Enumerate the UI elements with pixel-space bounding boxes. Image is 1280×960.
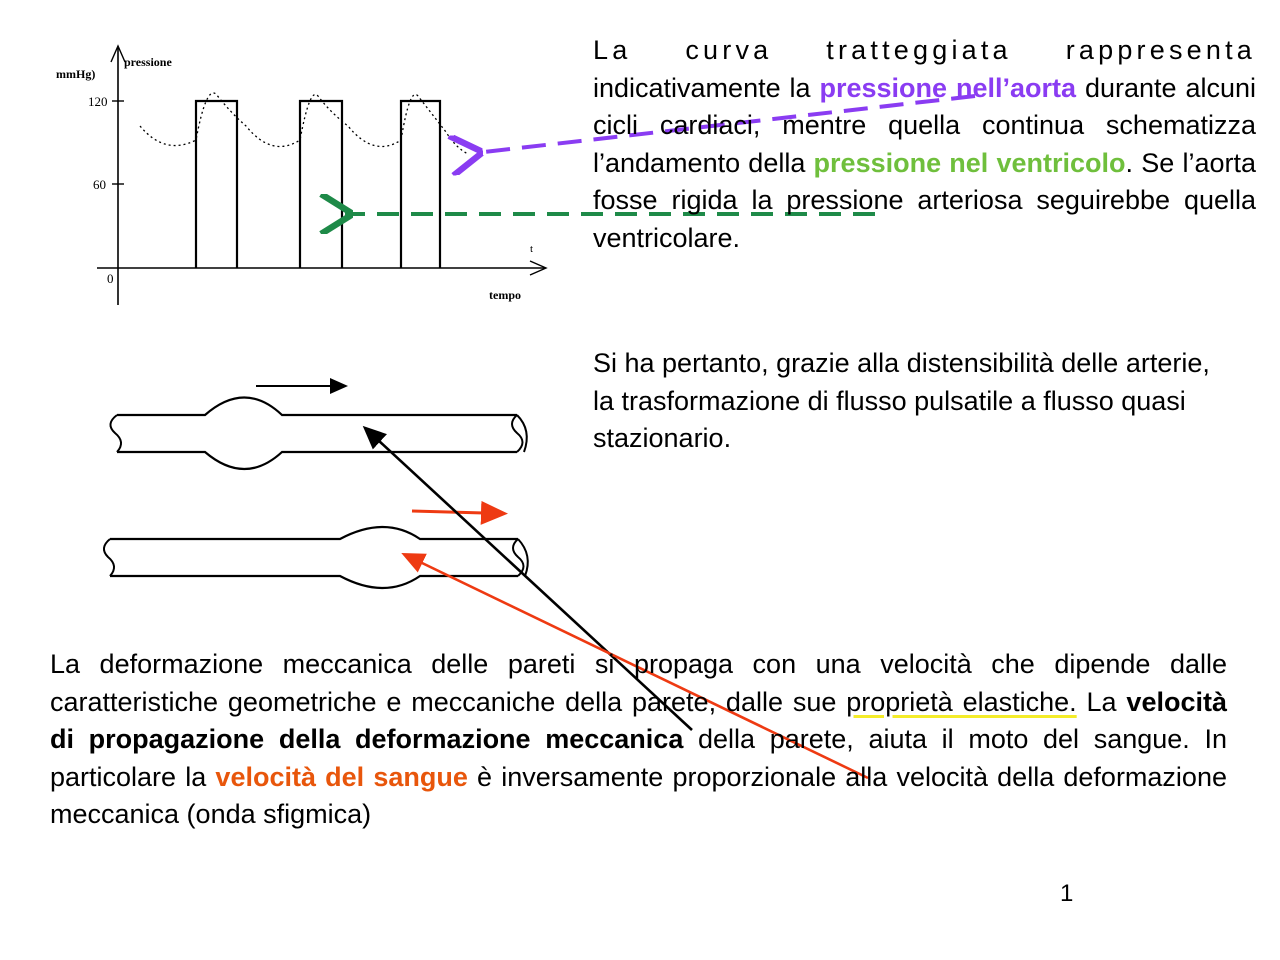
propagation-velocity-term: velocità di propagazione della deformazione meccanica [50, 686, 1227, 754]
artery-diagram-top [110, 386, 526, 469]
t-label: t [530, 243, 534, 255]
aorta-description [593, 32, 1256, 257]
pressure-graph [56, 46, 546, 305]
aorta-description-line1: La curva tratteggiata rappresenta [593, 35, 1256, 65]
aorta-description-middle: durante alcuni cicli cardiaci, mentre quella continua schematizza l’andamento della [593, 72, 1256, 178]
y-axis-label: pressione [124, 55, 172, 69]
elastic-properties-highlight: proprietà elastiche. [846, 686, 1077, 717]
distensibility-note: Si ha pertanto, grazie alla distensibilità delle arterie, la trasformazione di flusso pulsatile a flusso quasi stazionario. [593, 348, 1210, 453]
flow-arrow-bottom [412, 511, 484, 513]
ventricular-pressure-curve [196, 101, 440, 268]
page-number: 1 [1060, 880, 1074, 907]
aorta-description-intro: indicativamente la [593, 72, 820, 103]
propagation-text-2: La [1076, 686, 1127, 717]
ventricle-pressure-term: pressione nel ventricolo [813, 147, 1126, 178]
propagation-text-4: è inversamente proporzionale alla velocità della deformazione meccanica (onda sfigmica) [50, 761, 1227, 829]
blood-velocity-term: velocità del sangue [215, 761, 468, 792]
tube-top-upper-wall [117, 398, 517, 416]
tube-bottom-upper-wall [110, 527, 518, 539]
propagation-text-1: La deformazione meccanica delle pareti si propaga con una velocità che dipende dalle caratteristiche geometriche e meccaniche della parete, dalle sue [50, 649, 1227, 717]
x-axis-label: tempo [489, 288, 521, 302]
tube-bottom-lower-wall [110, 576, 518, 588]
artery-diagram-bottom [104, 511, 528, 588]
tube-top-left-end [110, 415, 121, 452]
unit-label: mmHg) [56, 67, 96, 81]
aorta-description-end: . Se l’aorta fosse rigida la pressione arteriosa seguirebbe quella ventricolare. [593, 147, 1256, 253]
tube-top-lower-wall [117, 452, 517, 469]
tube-bottom-left-end [104, 539, 114, 576]
tube-top-right-end [512, 415, 527, 452]
tick-60-label: 60 [93, 177, 106, 192]
aortic-pressure-curve [140, 93, 468, 154]
aorta-pressure-term: pressione nell’aorta [819, 72, 1077, 103]
tick-120-label: 120 [88, 94, 108, 109]
propagation-description [50, 646, 1227, 834]
propagation-text-3: della parete, aiuta il moto del sangue. In particolare la [50, 724, 1227, 792]
tick-0-label: 0 [107, 271, 114, 286]
